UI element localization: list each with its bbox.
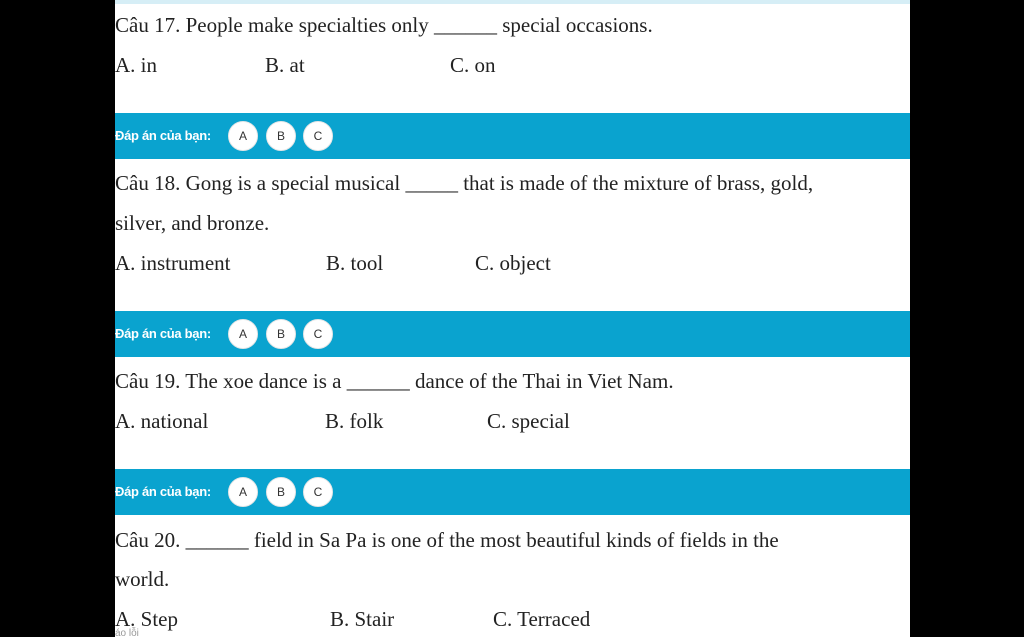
answer-choice-b[interactable]: B xyxy=(266,121,296,151)
q20-option-b: B. Stair xyxy=(330,607,395,631)
question-18-text: Câu 18. Gong is a special musical _____ that is made of the mixture of brass, gold, xyxy=(115,171,814,195)
answer-bar-18 xyxy=(115,311,910,357)
answer-choice-a[interactable]: A xyxy=(228,319,258,349)
question-18-text-cont: silver, and bronze. xyxy=(115,211,270,235)
q19-option-a: A. national xyxy=(115,409,209,433)
quiz-page xyxy=(115,0,910,637)
q18-option-c: C. object xyxy=(475,251,551,275)
q17-option-b: B. at xyxy=(265,53,305,77)
answer-choice-b[interactable]: B xyxy=(266,477,296,507)
answer-bar-19 xyxy=(115,469,910,515)
q19-option-b: B. folk xyxy=(325,409,384,433)
answer-label: Đáp án của bạn: xyxy=(115,484,211,499)
top-divider xyxy=(115,0,910,4)
answer-choice-a[interactable]: A xyxy=(228,121,258,151)
answer-label: Đáp án của bạn: xyxy=(115,128,211,143)
q17-option-c: C. on xyxy=(450,53,496,77)
q17-option-a: A. in xyxy=(115,53,157,77)
answer-choice-c[interactable]: C xyxy=(303,477,333,507)
question-20-text: Câu 20. ______ field in Sa Pa is one of the most beautiful kinds of fields in the xyxy=(115,528,779,552)
question-17-text: Câu 17. People make specialties only ______ special occasions. xyxy=(115,13,653,37)
report-error-link[interactable]: áo lỗi xyxy=(115,628,139,637)
answer-bar-17 xyxy=(115,113,910,159)
answer-choice-b[interactable]: B xyxy=(266,319,296,349)
answer-label: Đáp án của bạn: xyxy=(115,326,211,341)
answer-choice-a[interactable]: A xyxy=(228,477,258,507)
question-19-text: Câu 19. The xoe dance is a ______ dance of the Thai in Viet Nam. xyxy=(115,369,674,393)
question-20-text-cont: world. xyxy=(115,567,170,591)
q20-option-c: C. Terraced xyxy=(493,607,591,631)
q18-option-b: B. tool xyxy=(326,251,384,275)
q18-option-a: A. instrument xyxy=(115,251,231,275)
q19-option-c: C. special xyxy=(487,409,570,433)
answer-choice-c[interactable]: C xyxy=(303,319,333,349)
q20-option-a: A. Step xyxy=(115,607,178,631)
answer-choice-c[interactable]: C xyxy=(303,121,333,151)
